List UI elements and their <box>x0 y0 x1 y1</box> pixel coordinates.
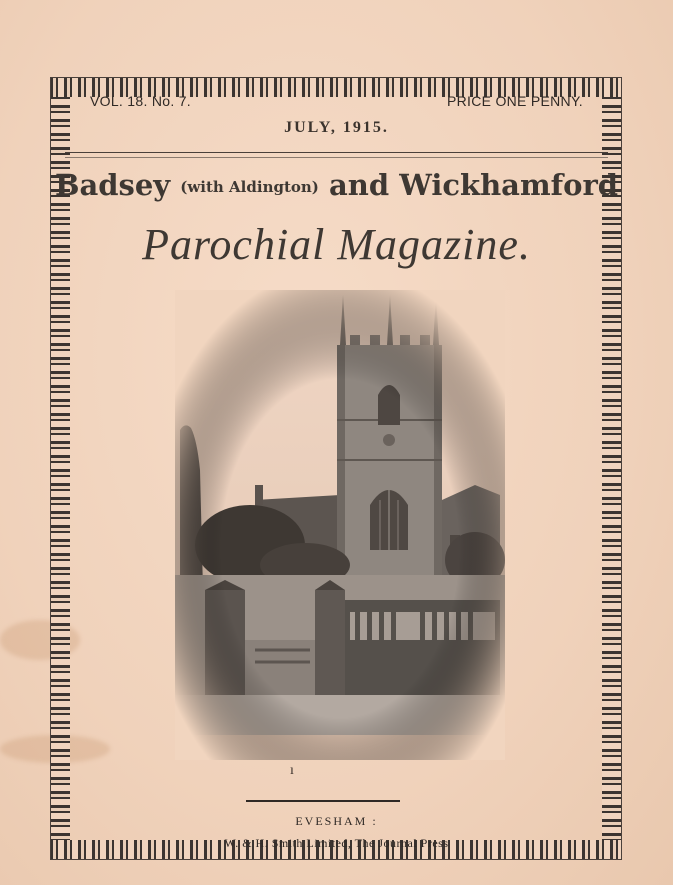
church-photograph <box>175 290 505 760</box>
header-rule-secondary <box>65 157 608 158</box>
header-rule <box>65 152 608 153</box>
publisher-name: W. & H. Smith Limited, The Journal Press <box>224 836 449 850</box>
footer-rule <box>246 800 400 802</box>
parish-name-wickhamford: and Wickhamford <box>329 168 619 202</box>
publisher-city: EVESHAM : <box>295 814 378 828</box>
volume-label: VOL. 18. No. 7. <box>90 93 191 109</box>
issue-date: JULY, 1915. <box>284 119 389 136</box>
printer-mark: ı <box>290 763 294 778</box>
parish-title <box>0 168 673 202</box>
parish-name-badsey: Badsey <box>54 168 171 202</box>
price-label: PRICE ONE PENNY. <box>446 93 583 109</box>
parish-name-aldington: (with Aldington) <box>180 178 319 196</box>
magazine-title: Parochial Magazine. <box>142 220 531 269</box>
